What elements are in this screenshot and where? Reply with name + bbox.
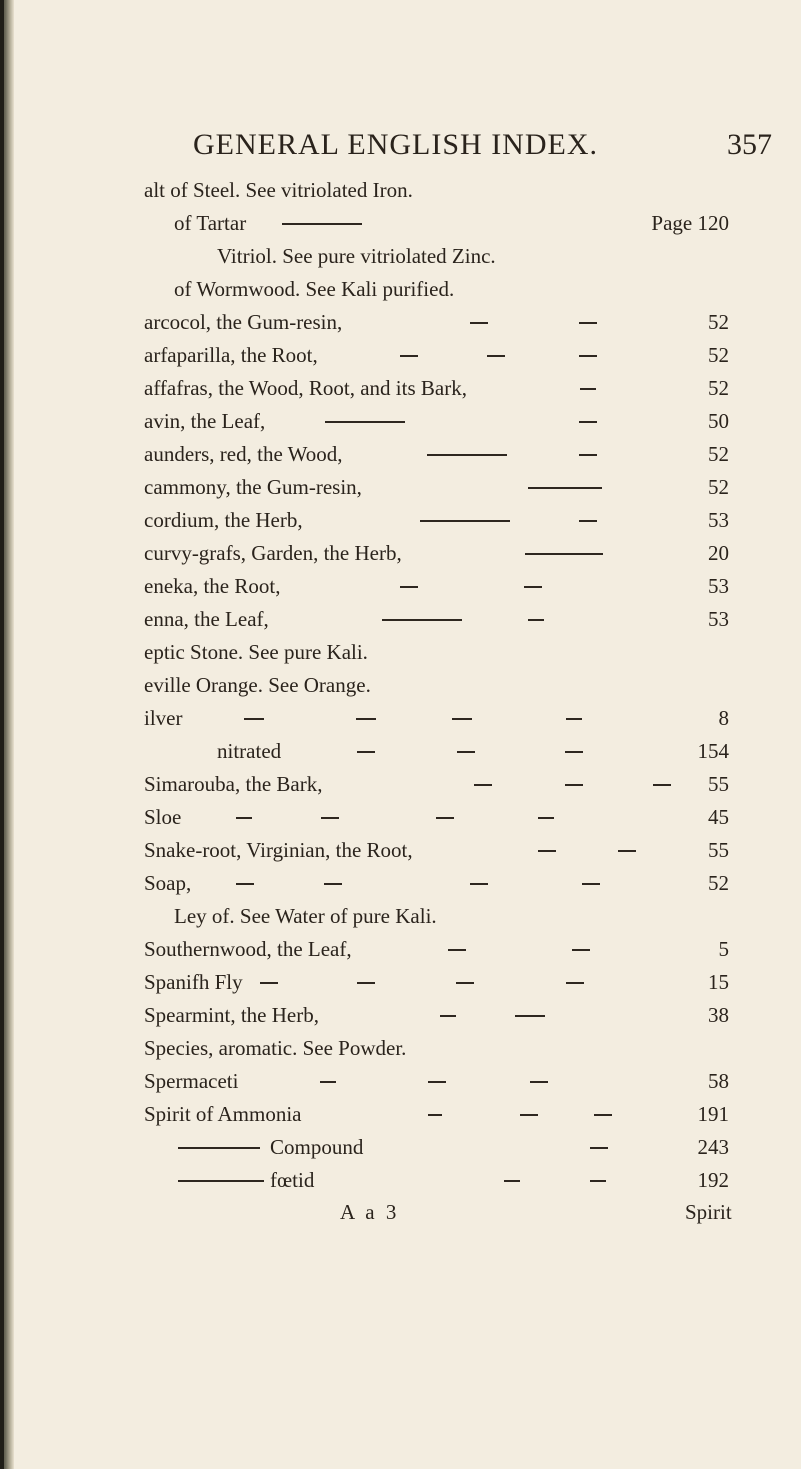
leader-dash xyxy=(653,784,671,786)
leader-dash xyxy=(428,1114,442,1116)
leader-dash xyxy=(382,619,462,621)
entry-page: 8 xyxy=(718,706,729,730)
leader-dash xyxy=(440,1015,456,1017)
index-entry xyxy=(0,1135,801,1169)
page-number: 357 xyxy=(727,128,772,161)
index-entry xyxy=(0,673,801,707)
leader-dash xyxy=(320,1081,336,1083)
leader-dash xyxy=(400,355,418,357)
index-entry xyxy=(0,1036,801,1070)
entry-page: 55 xyxy=(708,838,729,862)
index-entry xyxy=(0,277,801,311)
leader-dash xyxy=(474,784,492,786)
leader-dash xyxy=(244,718,264,720)
leader-dash xyxy=(566,718,582,720)
entry-page: 53 xyxy=(708,607,729,631)
leader-dash xyxy=(428,1081,446,1083)
leader-dash xyxy=(538,850,556,852)
leader-dash xyxy=(356,718,376,720)
signature-mark: A a 3 xyxy=(340,1200,400,1224)
entry-page: 20 xyxy=(708,541,729,565)
index-entry xyxy=(0,772,801,806)
index-entry xyxy=(0,937,801,971)
entry-text: Spermaceti xyxy=(144,1069,239,1093)
leader-dash xyxy=(579,421,597,423)
index-entry xyxy=(0,343,801,377)
leader-dash xyxy=(457,751,475,753)
index-entry xyxy=(0,1168,801,1202)
leader-dash xyxy=(582,883,600,885)
entry-page: 52 xyxy=(708,871,729,895)
entry-text: arfaparilla, the Root, xyxy=(144,343,318,367)
entry-page: Page 120 xyxy=(651,211,729,235)
leader-dash xyxy=(524,586,542,588)
leader-dash xyxy=(178,1147,260,1149)
entry-text: Ley of. See Water of pure Kali. xyxy=(174,904,437,928)
entry-text: eptic Stone. See pure Kali. xyxy=(144,640,368,664)
entry-text: of Wormwood. See Kali purified. xyxy=(174,277,455,301)
entry-text: Spanifh Fly xyxy=(144,970,243,994)
entry-text: Species, aromatic. See Powder. xyxy=(144,1036,407,1060)
entry-page: 52 xyxy=(708,376,729,400)
index-entry xyxy=(0,475,801,509)
entry-text: of Tartar xyxy=(174,211,247,235)
index-entry xyxy=(0,838,801,872)
leader-dash xyxy=(236,817,252,819)
index-entry xyxy=(0,409,801,443)
leader-dash xyxy=(470,883,488,885)
index-entry xyxy=(0,1003,801,1037)
leader-dash xyxy=(572,949,590,951)
page-title: GENERAL ENGLISH INDEX. xyxy=(193,128,598,161)
leader-dash xyxy=(538,817,554,819)
entry-text: cordium, the Herb, xyxy=(144,508,303,532)
leader-dash xyxy=(325,421,405,423)
entry-page: 45 xyxy=(708,805,729,829)
entry-text: Soap, xyxy=(144,871,192,895)
leader-dash xyxy=(565,751,583,753)
entry-text: Spearmint, the Herb, xyxy=(144,1003,319,1027)
entry-text: aunders, red, the Wood, xyxy=(144,442,343,466)
leader-dash xyxy=(528,619,544,621)
leader-dash xyxy=(260,982,278,984)
leader-dash xyxy=(618,850,636,852)
entry-text: eville Orange. See Orange. xyxy=(144,673,371,697)
entry-text: arcocol, the Gum-resin, xyxy=(144,310,343,334)
entry-page: 52 xyxy=(708,310,729,334)
index-entry xyxy=(0,739,801,773)
leader-dash xyxy=(470,322,488,324)
entry-text: Vitriol. See pure vitriolated Zinc. xyxy=(217,244,496,268)
entry-text: ilver xyxy=(144,706,183,730)
leader-dash xyxy=(515,1015,545,1017)
index-entry xyxy=(0,178,801,212)
leader-dash xyxy=(530,1081,548,1083)
leader-dash xyxy=(436,817,454,819)
index-entry xyxy=(0,574,801,608)
leader-dash xyxy=(579,520,597,522)
leader-dash xyxy=(456,982,474,984)
index-entry xyxy=(0,706,801,740)
leader-dash xyxy=(594,1114,612,1116)
index-entry xyxy=(0,541,801,575)
leader-dash xyxy=(427,454,507,456)
leader-dash xyxy=(579,454,597,456)
entry-page: 55 xyxy=(708,772,729,796)
entry-text: Sloe xyxy=(144,805,182,829)
entry-text: fœtid xyxy=(270,1168,315,1192)
leader-dash xyxy=(590,1147,608,1149)
entry-text: avin, the Leaf, xyxy=(144,409,266,433)
leader-dash xyxy=(400,586,418,588)
entry-page: 191 xyxy=(697,1102,729,1126)
entry-page: 53 xyxy=(708,508,729,532)
index-entry xyxy=(0,508,801,542)
entry-text: alt of Steel. See vitriolated Iron. xyxy=(144,178,413,202)
entry-page: 52 xyxy=(708,343,729,367)
entry-page: 192 xyxy=(697,1168,729,1192)
index-entry xyxy=(0,805,801,839)
entry-page: 243 xyxy=(697,1135,729,1159)
leader-dash xyxy=(565,784,583,786)
index-entry xyxy=(0,904,801,938)
index-entry xyxy=(0,1069,801,1103)
index-entry xyxy=(0,376,801,410)
leader-dash xyxy=(525,553,603,555)
entry-page: 58 xyxy=(708,1069,729,1093)
leader-dash xyxy=(487,355,505,357)
leader-dash xyxy=(357,982,375,984)
index-entry xyxy=(0,244,801,278)
entry-text: Spirit of Ammonia xyxy=(144,1102,302,1126)
entry-text: curvy-grafs, Garden, the Herb, xyxy=(144,541,402,565)
entry-page: 15 xyxy=(708,970,729,994)
leader-dash xyxy=(520,1114,538,1116)
entry-text: Simarouba, the Bark, xyxy=(144,772,323,796)
entry-text: affafras, the Wood, Root, and its Bark, xyxy=(144,376,467,400)
entry-page: 52 xyxy=(708,475,729,499)
entry-text: cammony, the Gum-resin, xyxy=(144,475,362,499)
catchword: Spirit xyxy=(685,1200,732,1224)
index-entry xyxy=(0,211,801,245)
leader-dash xyxy=(321,817,339,819)
entry-text: Snake-root, Virginian, the Root, xyxy=(144,838,413,862)
leader-dash xyxy=(504,1180,520,1182)
entry-text: Compound xyxy=(270,1135,364,1159)
leader-dash xyxy=(566,982,584,984)
index-entry xyxy=(0,442,801,476)
leader-dash xyxy=(579,322,597,324)
leader-dash xyxy=(357,751,375,753)
leader-dash xyxy=(579,355,597,357)
entry-page: 154 xyxy=(697,739,729,763)
leader-dash xyxy=(236,883,254,885)
index-entry xyxy=(0,640,801,674)
leader-dash xyxy=(324,883,342,885)
entry-page: 5 xyxy=(718,937,729,961)
leader-dash xyxy=(448,949,466,951)
leader-dash xyxy=(528,487,602,489)
entry-page: 50 xyxy=(708,409,729,433)
leader-dash xyxy=(590,1180,606,1182)
index-entry xyxy=(0,310,801,344)
entry-page: 52 xyxy=(708,442,729,466)
index-entry xyxy=(0,607,801,641)
leader-dash xyxy=(452,718,472,720)
entry-text: enna, the Leaf, xyxy=(144,607,269,631)
index-entry xyxy=(0,871,801,905)
entry-text: nitrated xyxy=(217,739,282,763)
entry-text: eneka, the Root, xyxy=(144,574,281,598)
index-entry xyxy=(0,1102,801,1136)
entry-page: 53 xyxy=(708,574,729,598)
leader-dash xyxy=(282,223,362,225)
running-head xyxy=(0,128,801,168)
entry-text: Southernwood, the Leaf, xyxy=(144,937,352,961)
entry-page: 38 xyxy=(708,1003,729,1027)
index-entry xyxy=(0,970,801,1004)
leader-dash xyxy=(580,388,596,390)
leader-dash xyxy=(178,1180,264,1182)
leader-dash xyxy=(420,520,510,522)
